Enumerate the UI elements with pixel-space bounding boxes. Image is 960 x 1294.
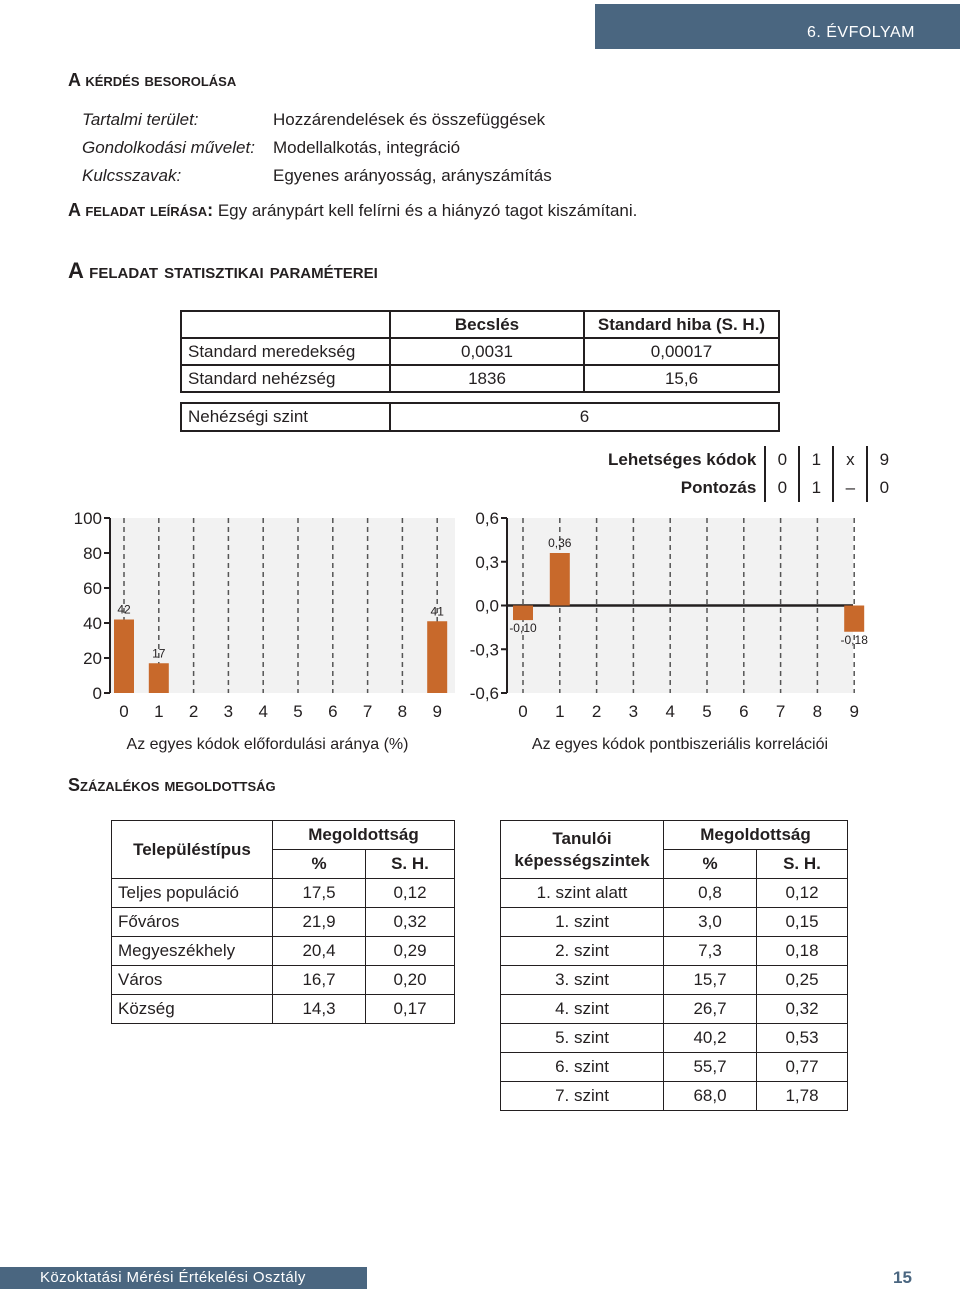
x-tick-label: 6 — [328, 702, 338, 721]
table-row — [112, 995, 455, 1024]
page-number: 15 — [893, 1268, 912, 1287]
settlement-pct: 16,7 — [273, 966, 366, 995]
table-row — [112, 937, 455, 966]
x-tick-label: 6 — [739, 702, 749, 721]
y-tick-label: 60 — [83, 579, 102, 598]
stats-row-label: Standard nehézség — [181, 365, 390, 392]
x-tick-label: 7 — [775, 702, 786, 721]
data-label: 42 — [117, 602, 131, 617]
meta-key: Kulcsszavak: — [82, 166, 182, 185]
settlement-se: 0,32 — [366, 908, 455, 937]
correlation-chart — [470, 509, 868, 753]
table-row — [600, 474, 900, 502]
settlement-label: Teljes populáció — [112, 879, 273, 908]
x-tick-label: 8 — [397, 702, 408, 721]
level-label: 4. szint — [501, 995, 664, 1024]
x-tick-label: 3 — [223, 702, 234, 721]
possible-codes-label: Lehetséges kódok — [608, 450, 757, 469]
bar — [427, 621, 447, 693]
header-bar — [595, 4, 960, 49]
code-cell: 1 — [799, 446, 833, 474]
meta-value: Modellalkotás, integráció — [273, 138, 461, 157]
levels-head-pct: % — [664, 850, 757, 879]
level-pct: 55,7 — [664, 1053, 757, 1082]
x-tick-label: 9 — [432, 702, 442, 721]
level-pct: 7,3 — [664, 937, 757, 966]
y-tick-label: 0,3 — [475, 552, 499, 572]
level-label: 3. szint — [501, 966, 664, 995]
level-label: 7. szint — [501, 1082, 664, 1111]
settlement-pct: 21,9 — [273, 908, 366, 937]
code-cell: 9 — [867, 446, 900, 474]
grade-label: 6. ÉVFOLYAM — [806, 24, 915, 41]
bar — [550, 553, 570, 606]
meta-value: Egyenes arányosság, arányszámítás — [273, 166, 552, 185]
data-label: 41 — [430, 604, 444, 619]
level-pct: 68,0 — [664, 1082, 757, 1111]
table-row — [600, 446, 900, 474]
x-tick-label: 9 — [849, 702, 859, 721]
settlement-se: 0,20 — [366, 966, 455, 995]
stats-estimate: 1836 — [390, 365, 584, 392]
settlement-label: Község — [112, 995, 273, 1024]
settlement-head-pct: % — [273, 850, 366, 879]
x-tick-label: 5 — [293, 702, 303, 721]
levels-head-solved: Megoldottság — [664, 821, 848, 850]
y-tick-label: 20 — [83, 649, 102, 668]
data-label: -0,18 — [840, 632, 868, 647]
settlement-se: 0,29 — [366, 937, 455, 966]
stats-table — [180, 310, 780, 393]
table-row — [501, 995, 848, 1024]
level-se: 0,77 — [757, 1053, 848, 1082]
x-tick-label: 2 — [188, 702, 199, 721]
levels-head-line1: Tanulói — [552, 828, 612, 848]
settlement-pct: 14,3 — [273, 995, 366, 1024]
levels-head-se: S. H. — [757, 850, 848, 879]
x-tick-label: 4 — [258, 702, 268, 721]
settlement-label: Főváros — [112, 908, 273, 937]
meta-key: Tartalmi terület: — [82, 110, 199, 129]
level-label: 1. szint — [501, 908, 664, 937]
score-cell: 0 — [867, 474, 900, 502]
table-row — [112, 908, 455, 937]
code-cell: x — [833, 446, 867, 474]
x-tick-label: 1 — [154, 702, 164, 721]
x-tick-label: 8 — [812, 702, 823, 721]
level-pct: 0,8 — [664, 879, 757, 908]
settlement-pct: 17,5 — [273, 879, 366, 908]
frequency-chart — [74, 509, 455, 753]
y-tick-label: 80 — [83, 544, 102, 563]
x-tick-label: 4 — [665, 702, 675, 721]
charts-area — [0, 500, 960, 765]
difficulty-value: 6 — [390, 403, 779, 431]
stats-title: A feladat statisztikai paraméterei — [68, 258, 378, 283]
y-tick-label: 40 — [83, 614, 102, 633]
settlement-se: 0,12 — [366, 879, 455, 908]
data-label: 17 — [152, 646, 166, 661]
y-tick-label: 0,6 — [475, 509, 499, 528]
table-row — [181, 365, 779, 392]
task-description — [68, 200, 637, 221]
table-row — [501, 879, 848, 908]
level-label: 2. szint — [501, 937, 664, 966]
x-axis-label: Az egyes kódok pontbiszeriális korrelációi — [531, 736, 829, 753]
table-row — [501, 1053, 848, 1082]
levels-table — [500, 820, 848, 1111]
level-se: 0,32 — [757, 995, 848, 1024]
y-tick-label: 0 — [92, 684, 102, 703]
x-tick-label: 0 — [518, 702, 528, 721]
level-pct: 3,0 — [664, 908, 757, 937]
table-row — [501, 966, 848, 995]
levels-head-line2: képességszintek — [514, 850, 650, 870]
bar — [149, 663, 169, 693]
level-label: 1. szint alatt — [501, 879, 664, 908]
code-cell: 0 — [765, 446, 799, 474]
table-row — [501, 1024, 848, 1053]
scoring-label: Pontozás — [680, 478, 757, 497]
bar — [114, 620, 134, 694]
bar — [844, 606, 864, 632]
score-cell: 0 — [765, 474, 799, 502]
table-row — [112, 879, 455, 908]
x-tick-label: 7 — [362, 702, 373, 721]
table-row — [501, 937, 848, 966]
stats-col-estimate: Becslés — [390, 311, 584, 338]
task-description-label: A feladat leírása: — [68, 200, 214, 220]
settlement-head-se: S. H. — [366, 850, 455, 879]
level-pct: 15,7 — [664, 966, 757, 995]
levels-head — [501, 821, 664, 879]
level-se: 0,25 — [757, 966, 848, 995]
meta-value: Hozzárendelések és összefüggések — [273, 110, 546, 129]
footer-org: Közoktatási Mérési Értékelési Osztály — [40, 1269, 306, 1286]
x-tick-label: 1 — [555, 702, 565, 721]
x-tick-label: 0 — [119, 702, 129, 721]
level-pct: 40,2 — [664, 1024, 757, 1053]
stats-se: 15,6 — [584, 365, 779, 392]
level-pct: 26,7 — [664, 995, 757, 1024]
settlement-pct: 20,4 — [273, 937, 366, 966]
settlement-table — [111, 820, 455, 1024]
level-se: 0,53 — [757, 1024, 848, 1053]
table-row — [501, 1082, 848, 1111]
table-row — [112, 966, 455, 995]
footer-bar — [0, 1267, 367, 1289]
level-label: 6. szint — [501, 1053, 664, 1082]
data-label: -0,10 — [509, 621, 537, 636]
y-tick-label: 100 — [73, 509, 102, 528]
settlement-head-type: Településtípus — [112, 821, 273, 879]
table-row — [181, 338, 779, 365]
task-description-text: Egy aránypárt kell felírni és a hiányzó tagot kiszámítani. — [217, 201, 638, 220]
y-tick-label: 0,0 — [475, 596, 499, 616]
level-label: 5. szint — [501, 1024, 664, 1053]
settlement-label: Megyeszékhely — [112, 937, 273, 966]
score-cell: – — [833, 474, 867, 502]
level-se: 1,78 — [757, 1082, 848, 1111]
settlement-label: Város — [112, 966, 273, 995]
x-tick-label: 5 — [702, 702, 712, 721]
stats-row-label: Standard meredekség — [181, 338, 390, 365]
y-tick-label: -0,6 — [469, 684, 499, 703]
bar — [513, 606, 533, 621]
stats-se: 0,00017 — [584, 338, 779, 365]
stats-estimate: 0,0031 — [390, 338, 584, 365]
level-se: 0,12 — [757, 879, 848, 908]
x-tick-label: 3 — [628, 702, 639, 721]
meta-key: Gondolkodási művelet: — [82, 138, 255, 157]
table-row — [501, 908, 848, 937]
stats-col-se: Standard hiba (S. H.) — [584, 311, 779, 338]
difficulty-label: Nehézségi szint — [181, 403, 390, 431]
difficulty-table — [180, 402, 780, 432]
x-tick-label: 2 — [591, 702, 602, 721]
level-se: 0,15 — [757, 908, 848, 937]
y-tick-label: -0,3 — [469, 640, 499, 660]
settlement-se: 0,17 — [366, 995, 455, 1024]
codes-table — [600, 446, 900, 502]
classification-title: A kérdés besorolása — [68, 70, 237, 90]
level-se: 0,18 — [757, 937, 848, 966]
score-cell: 1 — [799, 474, 833, 502]
settlement-head-solved: Megoldottság — [273, 821, 455, 850]
x-axis-label: Az egyes kódok előfordulási aránya (%) — [126, 736, 409, 753]
data-label: 0,36 — [548, 536, 572, 550]
percent-title: Százalékos megoldottság — [68, 775, 276, 795]
